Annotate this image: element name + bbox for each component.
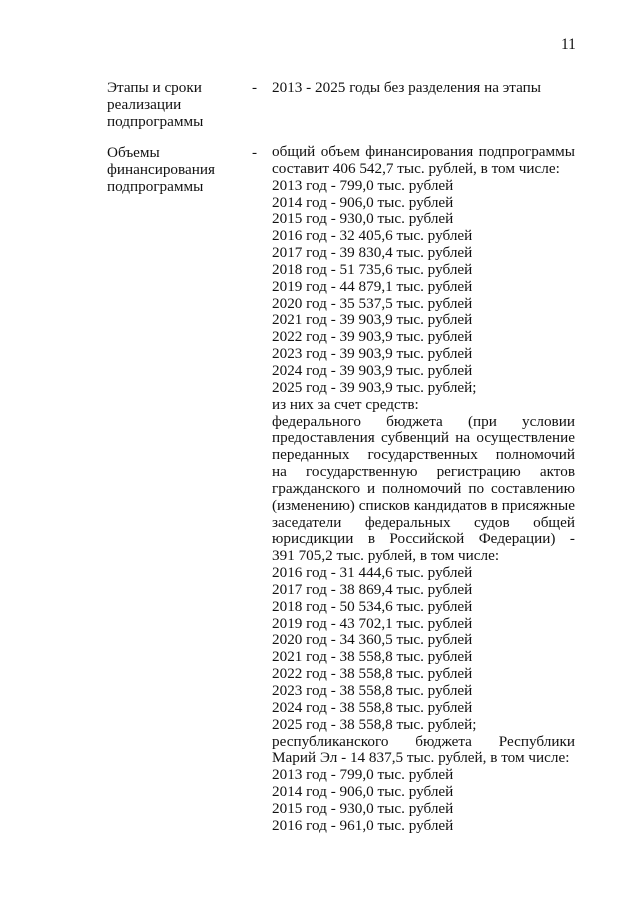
word: гражданского (272, 479, 361, 497)
text-line: 2016 год - 32 405,6 тыс. рублей (272, 227, 473, 245)
word: общей (533, 513, 575, 531)
word: (изменению) (272, 496, 355, 514)
text-line: 2021 год - 38 558,8 тыс. рублей (272, 648, 473, 666)
word: общий (272, 143, 316, 160)
word: полномочий (382, 479, 462, 497)
text-line: 2017 год - 39 830,4 тыс. рублей (272, 244, 473, 262)
text-line: 2025 год - 38 558,8 тыс. рублей; (272, 715, 477, 733)
word: присяжные (501, 496, 575, 514)
word: полномочий (495, 446, 575, 464)
text-line: 2016 год - 961,0 тыс. рублей (272, 816, 454, 834)
justified-text-line (272, 515, 575, 532)
justified-text-line (272, 414, 575, 431)
text-line: 2024 год - 38 558,8 тыс. рублей (272, 698, 473, 716)
justified-text-line (272, 498, 575, 515)
word: осуществление (476, 429, 575, 447)
justified-text-line (272, 144, 575, 161)
label-line: подпрограммы (107, 178, 204, 195)
text-line: 2013 год - 799,0 тыс. рублей (272, 176, 454, 194)
text-line: 2015 год - 930,0 тыс. рублей (272, 210, 454, 228)
word: государственных (367, 446, 478, 464)
word: федерального (272, 412, 361, 430)
word: на (272, 463, 287, 481)
word: в (490, 496, 498, 514)
word: субвенций (381, 429, 450, 447)
word: подпрограммы (478, 143, 575, 160)
text-line: 2015 год - 930,0 тыс. рублей (272, 799, 454, 817)
label-line: Объемы (107, 144, 160, 161)
word: в (367, 530, 376, 548)
word: списков (358, 496, 410, 514)
dash-separator: - (252, 79, 258, 96)
text-line: 2021 год - 39 903,9 тыс. рублей (272, 311, 473, 329)
text-line: 2019 год - 44 879,1 тыс. рублей (272, 277, 473, 295)
word: судов (474, 513, 510, 531)
label-stages-terms (107, 79, 242, 130)
text-line: 2024 год - 39 903,9 тыс. рублей (272, 361, 473, 379)
word: составлению (491, 479, 575, 497)
text-line: 2023 год - 39 903,9 тыс. рублей (272, 345, 473, 363)
text-line: из них за счет средств: (272, 395, 419, 413)
label-line: Этапы и сроки (107, 79, 202, 96)
word: объем (320, 143, 360, 160)
text-line: 2025 год - 39 903,9 тыс. рублей; (272, 378, 477, 396)
text-line: 2020 год - 35 537,5 тыс. рублей (272, 294, 473, 312)
label-line: реализации (107, 96, 182, 113)
justified-text-line (272, 447, 575, 464)
text-line: 2017 год - 38 869,4 тыс. рублей (272, 580, 473, 598)
word: регистрацию (436, 463, 521, 481)
label-line: финансирования (107, 161, 215, 178)
word: заседатели (272, 513, 342, 531)
word: республиканского (272, 732, 389, 750)
label-financing-volumes (107, 144, 242, 195)
word: условии (522, 412, 575, 430)
word: по (468, 479, 485, 497)
text-line: 2014 год - 906,0 тыс. рублей (272, 783, 454, 801)
text-line: 2019 год - 43 702,1 тыс. рублей (272, 614, 473, 632)
word: и (367, 479, 376, 497)
dash-separator: - (252, 144, 258, 161)
word: кандидатов (413, 496, 487, 514)
word: финансирования (365, 143, 474, 160)
text-line: 2018 год - 51 735,6 тыс. рублей (272, 260, 473, 278)
text-line: составит 406 542,7 тыс. рублей, в том числе: (272, 159, 560, 177)
text-line: 2014 год - 906,0 тыс. рублей (272, 193, 454, 211)
word: предоставления (272, 429, 375, 447)
word: государственную (305, 463, 418, 481)
text-line: 2016 год - 31 444,6 тыс. рублей (272, 564, 473, 582)
word: юрисдикции (272, 530, 354, 548)
text-line: 2013 год - 799,0 тыс. рублей (272, 766, 454, 784)
word: актов (539, 463, 575, 481)
text-line: 2023 год - 38 558,8 тыс. рублей (272, 682, 473, 699)
word: бюджета (386, 412, 443, 430)
text-line: 2020 год - 34 360,5 тыс. рублей (272, 631, 473, 649)
word: бюджета (415, 732, 472, 750)
word: Республики (498, 732, 575, 750)
label-line: подпрограммы (107, 113, 204, 130)
justified-text-line (272, 464, 575, 481)
justified-text-line (272, 531, 575, 548)
justified-text-line (272, 481, 575, 498)
text-line: 2022 год - 38 558,8 тыс. рублей (272, 665, 473, 683)
word: переданных (272, 446, 350, 464)
word: на (455, 429, 471, 447)
page-number: 11 (561, 36, 576, 53)
word: федеральных (364, 513, 451, 531)
financing-text (272, 144, 575, 835)
text-line: 2022 год - 39 903,9 тыс. рублей (272, 328, 473, 346)
word: - (569, 530, 575, 548)
text-line: 391 705,2 тыс. рублей, в том числе: (272, 547, 500, 565)
word: Федерации) (478, 530, 556, 548)
stages-terms-value: 2013 - 2025 годы без разделения на этапы (272, 79, 541, 96)
word: Российской (389, 530, 465, 548)
justified-text-line (272, 430, 575, 447)
text-line: 2018 год - 50 534,6 тыс. рублей (272, 597, 473, 615)
word: (при (467, 412, 497, 430)
justified-text-line (272, 734, 575, 751)
text-line: Марий Эл - 14 837,5 тыс. рублей, в том числе: (272, 749, 570, 767)
